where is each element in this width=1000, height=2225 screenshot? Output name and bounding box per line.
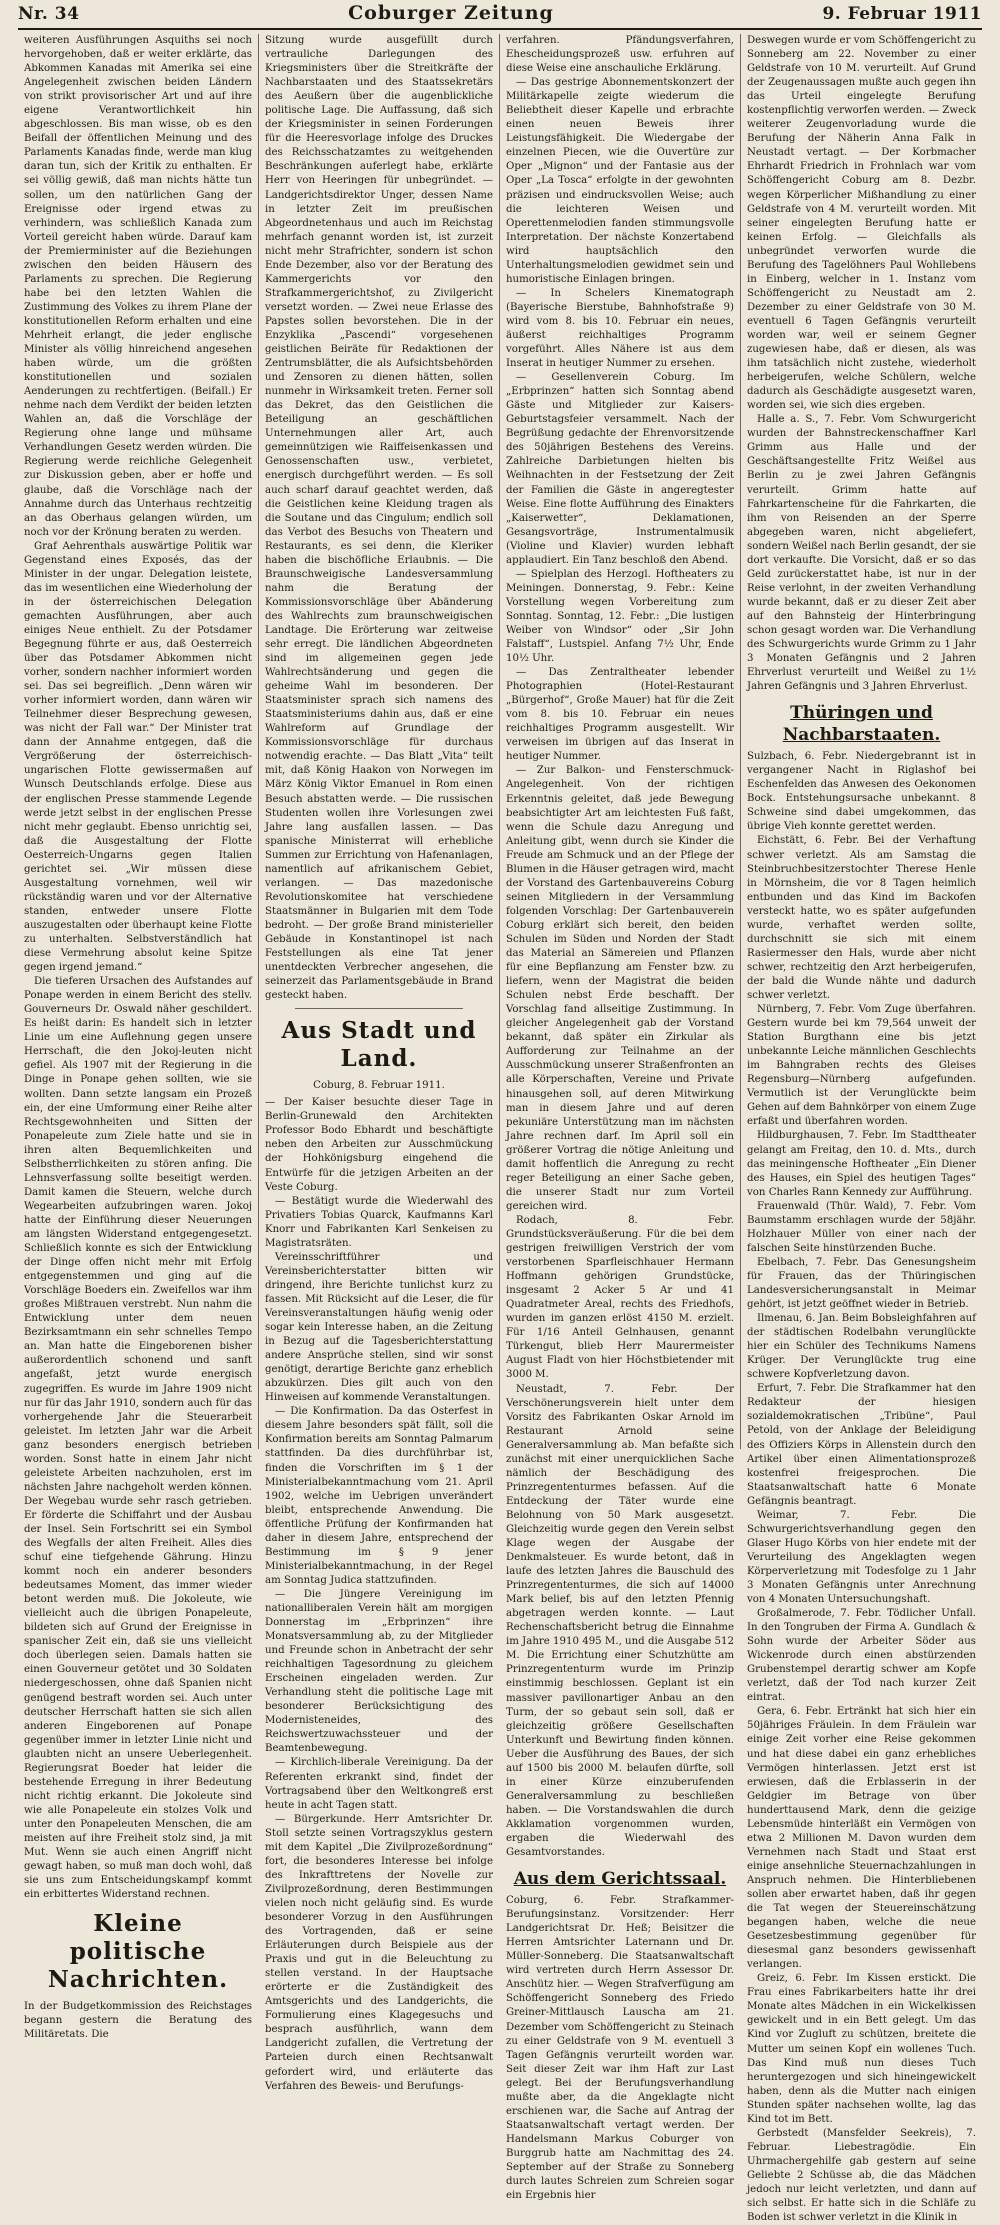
column-3 (500, 34, 741, 2202)
section-heading-thuringia: Thüringen und Nachbarstaaten. (782, 703, 941, 746)
article-greiz: Greiz, 6. Febr. Im Kissen erstickt. Die Frau eines Fabrikarbeiters hatte ihr drei Monate altes Mädchen in ein Wickelkissen gewickelt und in ein Bett gelegt. Um das Kind vor Zugluft zu schützen, breitete die Mutter um seinen Kopf ein wollenes Tuch. Das Kind muß nun dieses Tuch heruntergezogen und sich hineingewickelt haben, denn als die Mutter nach einigen Stunden später nachsehen wollte, lag das Kind tot im Bett. (747, 1973, 976, 2125)
dateline: Coburg, 8. Februar 1911. (313, 1080, 445, 1092)
column-4 (741, 34, 982, 2224)
article-balcony-flowers: — Zur Balkon- und Fensterschmuck-Angelegenheit. Von der richtigen Erkenntnis geleitet, daß jede Bewegung beabsichtigter Art am leichtesten Fuß faßt, wenn die Schule dazu Anregung und Anleitung gibt, wenn durch sie Kinder die Freude am Schmuck und an der Pflege der Blumen in die Häuser getragen wird, macht der Vorstand des Gartenbauvereins Coburg seinen Mitgliedern in der Versammlung folgenden Vorschlag: Der Gartenbauverein Coburg erklärt sich bereit, den beiden Schulen im Süden und Norden der Stadt das Material an Sämereien und Pflanzen für eine Bepflanzung am Fenster bzw. zu liefern, wenn der Magistrat die beiden Schulen nebst Erde beschafft. Der Vorschlag fand allseitige Zustimmung. In gleicher Angelegenheit gab der Vorstand bekannt, daß später ein Zirkular als Aufforderung zur Teilnahme an der Ausschmückung unserer Straßenfronten an alle Körperschaften, Vereine und Private hinausgehen soll, auf deren Mitwirkung man in diesem Jahre und auf deren pekuniäre Unterstützung man im nächsten Jahre rechnen darf. Im April soll ein größerer Vortrag die nötige Anleitung und damit hoffentlich die Anregung zu recht reger Beteiligung an einer Sache geben, die unserer Stadt nur zum Vorteil gereichen wird. (506, 765, 734, 1212)
section-heading-politics: Kleine politische Nachrichten. (47, 1910, 229, 1994)
article-young-association: — Die Jüngere Vereinigung im nationalliberalen Verein hält am morgigen Donnerstag im „Erbprinzen“ ihre Monatsversammlung ab, zu der Mitglieder und Freunde schon in Anbetracht der sehr reichhaltigen Tagesordnung zu gleichem Erscheinen eingeladen werden. Zur Verhandlung steht die politische Lage mit besonderer Berücksichtigung des Modernisteneides, des Reichswertzuwachssteuer und der Beamtenbewegung. (265, 1588, 493, 1755)
issue-date: 9. Februar 1911 (822, 4, 982, 24)
article-hildburghausen: Hildburghausen, 7. Febr. Im Stadttheater gelangt am Freitag, den 10. d. Mts., durch das meiningensche Hoftheater „Ein Diener des Hauses, ein Spiel des heutigen Tages“ von Charles Rann Kennedy zur Aufführung. (747, 1130, 976, 1198)
article-court-coburg: Coburg, 6. Febr. Strafkammer-Berufungsinstanz. Vorsitzender: Herr Landgerichtsrat Dr. Heß; Beisitzer die Herren Amtsrichter Laternann und Dr. Müller-Sonneberg. Die Staatsanwaltschaft wird vertreten durch Herrn Assessor Dr. Anschütz hier. — Wegen Strafverfügung am Schöffengericht Sonneberg des Friedo Greiner-Mittlausch Lauscha am 21. Dezember vom Schöffengericht zu Steinach zu einer Geldstrafe von 9 M. eventuell 3 Tagen Gefängnis verurteilt worden war. Seit dieser Zeit war ihm Haft zur Last gelegt. Bei der Berufungsverhandlung mußte aber, da die Angeklagte nicht erschienen war, die Sache auf Antrag der Staatsanwaltschaft vertagt werden. Der Handelsmann Markus Coburger von Burggrub hatte am Nachmittag des 24. September auf der Straße zu Sonneberg durch lautes Schreien zum Schreien sogar ein Ergebnis hier (506, 1895, 734, 2202)
article-eichstaett: Eichstätt, 6. Febr. Bei der Verhaftung schwer verletzt. Als am Samstag die Steinbruchbesitzerstochter Therese Henle in Mörnsheim, die vor 8 Tagen heimlich entbunden und das Kind im Backofen versteckt hatte, wo es später aufgefunden wurde, verhaftet werden sollte, durchschnitt sie sich mit einem Rasiermesser den Hals, wurde aber nicht schwer, rechtzeitig den Arzt herbeigerufen, der bald die Wunde nähte und dadurch schwer verletzt. (747, 835, 976, 1001)
article-asquith: weiteren Ausführungen Asquiths sei noch hervorgehoben, daß er weiter erklärte, das Abkommen Kanadas mit Amerika sei eine Angelegenheit zwischen beiden Ländern von strikt provisorischer Art und auf ihre eigene Verantwortlichkeit hin abgeschlossen. Bis man wisse, ob es den Beifall der öffentlichen Meinung und des Parlaments Kanadas finde, werde man klug daran tun, sich der Kritik zu enthalten. Er sei völlig gewiß, daß man nichts hätte tun sollen, um den natürlichen Gang der Ereignisse oder irgend etwas zu verhindern, was schließlich Kanada zum Vorteil gereicht haben würde. Darauf kam der Premierminister auf die Beziehungen zwischen den beiden Häusern des Parlaments zu sprechen. Die Regierung habe bei den letzten Wahlen die Zustimmung des Volkes zu ihrem Plane der konstitutionellen Reform erhalten und eine Mehrheit erlangt, die jeder englische Minister als völlig hinreichend angesehen haben würde, um die größten konstitutionellen und sozialen Aenderungen zu rechtfertigen. (Beifall.) Er nehme nach dem Verdikt der beiden letzten Wahlen an, daß die Vorschläge der Regierung ohne lange und mühsame Verhandlungen Gesetz werden würden. Die Regierung werde reichliche Gelegenheit zur Diskussion geben, aber er hoffe und glaube, daß die Vorschläge nach der Annahme durch das Unterhaus rechtzeitig an das Oberhaus gelangen würden, um noch vor der Krönung beraten zu werden. (24, 35, 252, 538)
article-ebelbach: Ebelbach, 7. Febr. Das Genesungsheim für Frauen, das der Thüringischen Landesversicherungsanstalt in Meimar gehört, ist jetzt geöffnet wieder in Betrieb. (747, 1256, 976, 1311)
article-civics-cont: verfahren. Pfändungsverfahren, Ehescheidungsprozeß usw. erfuhren auf diese Weise eine anschauliche Erklärung. (506, 35, 734, 75)
article-zentraltheater: — Das Zentraltheater lebender Photographien (Hotel-Restaurant „Bürgerhof“, Große Mauer) hat für die Zeit vom 8. bis 10. Februar ein neues reichhaltiges Programm ausgestellt. Wir verweisen im übrigen auf das Inserat in heutiger Nummer. (506, 667, 734, 763)
page-number: Nr. 34 (18, 4, 80, 24)
article-rodach: Rodach, 8. Febr. Grundstücksveräußerung. Für die bei dem gestrigen freiwilligen Verstrich der vom verstorbenen Sparfleischhauer Hermann Hoffmann gehörigen Grundstücke, insgesamt 2 Acker 5 Ar und 41 Quadratmeter Areal, rechts des Friedhofs, wurden im ganzen erlöst 4150 M. erzielt. Für 1/16 Anteil Gelnhausen, genannt Türkengut, blieb Herr Maurermeister August Fladt von hier Höchstbietender mit 3000 M. (506, 1214, 734, 1381)
newspaper-columns (18, 34, 982, 2224)
masthead (18, 2, 982, 30)
article-erfurt: Erfurt, 7. Febr. Die Strafkammer hat den Redakteur der hiesigen sozialdemokratischen „Tribüne“, Paul Petold, von der Anklage der Beleidigung des Offiziers Körps in Allenstein durch den Artikel über einen Alimentationsprozeß kostenfrei freigesprochen. Die Staatsanwaltschaft hatte 6 Monate Gefängnis beantragt. (747, 1383, 976, 1507)
article-ilmenau: Ilmenau, 6. Jan. Beim Bobsleighfahren auf der städtischen Rodelbahn verunglückte hier ein Schüler des Technikums Namens Krüger. Der Verunglückte trug eine schwere Kopfverletzung davon. (747, 1313, 976, 1381)
article-frauenwald: Frauenwald (Thür. Wald), 7. Febr. Vom Baumstamm erschlagen wurde der 58jähr. Holzhauer Müller von einer nach der falschen Seite hinstürzenden Buche. (747, 1200, 976, 1254)
newspaper-title: Coburger Zeitung (348, 2, 554, 24)
article-church-liberal: — Kirchlich-liberale Vereinigung. Da der Referenten erkrankt sind, findet der Vortragsabend über den Weltkongreß erst heute in acht Tagen statt. (265, 1757, 493, 1811)
article-confirmation: — Die Konfirmation. Da das Osterfest in diesem Jahre besonders spät fällt, soll die Konfirmation bereits am Sonntag Palmarum stattfinden. Da dies durchführbar ist, finden die Vorschriften im § 1 der Ministerialbekanntmachung vom 21. April 1902, welche im Uebrigen unverändert bleibt, entsprechende Anwendung. Die öffentliche Prüfung der Konfirmanden hat daher in diesem Jahre, entsprechend der Bestimmung im § 9 jener Ministerialbekanntmachung, in der Regel am Sonntag Judica stattzufinden. (265, 1406, 493, 1586)
article-civics: — Bürgerkunde. Herr Amtsrichter Dr. Stoll setzte seinen Vortragszyklus gestern mit dem Kapitel „Die Zivilprozeßordnung“ fort, die besonderes Interesse bei infolge des Inkrafttretens der Novelle zur Zivilprozeßordnung, deren Bestimmungen vielen noch nicht geläufig sind. Es wurde besonderer Vorzug in den Ausführungen des Vortragenden, daß er seine Erläuterungen durch Beispiele aus der Praxis und gut in die Beleuchtung zu stellen verstand. In der Hauptsache erörterte er die Zuständigkeit des Amtsgerichts und des Landgerichts, die Formulierung eines Klagegesuchs und besprach ausführlich, wann dem Landgericht zufallen, die Vertretung der Parteien durch einen Rechtsanwalt gefordert wird, und erläuterte das Verfahren des Beweis- und Berufungs- (265, 1813, 493, 2092)
divider (295, 1008, 463, 1009)
article-gesellenverein: — Gesellenverein Coburg. Im „Erbprinzen“ hatten sich Sonntag abend Gäste und Mitglieder zur Kaisers-Geburtstagsfeier versammelt. Nach der Begrüßung gedachte der Ehrenvorsitzende des 50jährigen Bestehens des Vereins. Zahlreiche Darbietungen hielten bis Weihnachten in der Festsetzung der Zeit der Familien die Gäste in angeregtester Weise. Eine flotte Aufführung des Einakters „Kaiserwetter“, Deklamationen, Gesangsvorträge, Instrumentalmusik (Violine und Klavier) wurden lebhaft applaudiert. Ein Tanz beschloß den Abend. (506, 372, 734, 566)
article-cinema: — In Schelers Kinematograph (Bayerische Bierstube, Bahnhofstraße 9) wird vom 8. bis 10. Februar ein neues, äußerst reichhaltiges Programm vorgeführt. Alles Nähere ist aus dem Inserat in heutiger Nummer zu ersehen. (506, 287, 734, 370)
section-heading-local: Aus Stadt und Land. (281, 1017, 477, 1073)
article-kaiser: — Der Kaiser besuchte dieser Tage in Berlin-Grunewald den Architekten Professor Bodo Ebhardt und beschäftigte neben den Arbeiten zur Ausschmückung der Hohkönigsburg eingehend die Entwürfe für die jetzigen Arbeiten an der Veste Coburg. (265, 1097, 493, 1193)
section-heading-court: Aus dem Gerichtssaal. (513, 1869, 727, 1890)
article-ponape: Die tieferen Ursachen des Aufstandes auf Ponape werden in einem Bericht des stellv. Gouverneurs Dr. Oswald näher geschildert. Es heißt darin: Es handelt sich in letzter Linie um eine Auflehnung gegen unsere Herrschaft, die den Jokoj-leuten nicht gefiel. Als 1907 mit der Regierung in die Dinge in Ponape gehen sollten, wie sie wollten. Dann setzte langsam ein Prozeß ein, der eine Umformung einer Reihe alter Rechtsgewohnheiten und Sitten der Ponapeleute zum Ziele hatte und sie in ihren alten Bequemlichkeiten und Selbstherrlichkeiten zu stören anfing. Die Lehnsverfassung sollte beseitigt werden. Damit kamen die Steuern, welche durch Wegearbeiten aufzubringen waren. Jokoj hatte der Einführung dieser Neuerungen am längsten Widerstand entgegengesetzt. Schließlich konnte es sich der Entwicklung der Dinge offen nicht mehr mit Erfolg entgegenstemmen und ging auf die Vorschläge Boeders ein. Zweifellos war ihm großes Mißtrauen verstrebt. Nun nahm die Entwicklung unter dem neuen Bezirksamtmann ein sehr schnelles Tempo an. Man hatte die Eingeborenen bisher außerordentlich schonend und sanft angefaßt, jetzt wurde energisch zugegriffen. Es wurde im Jahre 1909 nicht nur für das Jahr 1910, sondern auch für das vorhergehende Jahr die Steuerarbeit geleistet. Im letzten Jahr war die Arbeit ganz besonders energisch betrieben worden. Sonst hatte in einem Jahr nicht geleistete Arbeiten nachzuholen, erst im nächsten Jahre nachgeholt werden können. Der Wegebau wurde sehr rasch getrieben. Er förderte die Schiffahrt und der Ausbau der Insel. Sein Fortschritt sei ein Symbol des Wegfalls der alten Freiheit. Alles dies schuf eine tiefgehende Gährung. Hinzu kommt noch ein anderer besonders bedeutsames Moment, das immer wieder betont werden muß. Die Jokoleute, wie vielleicht auch die übrigen Ponapeleute, bildeten sich auf Grund der Ereignisse in spanischer Zeit ein, daß sie uns vielleicht doch überlegen seien. Damals hatten sie einen Gouverneur getötet und 30 Soldaten niedergeschossen, ohne daß Spanien nicht genügend bestraft worden sei. Auch unter deutscher Herrschaft hatten sie sich allen anderen Eingeborenen auf Ponape gegenüber immer in letzter Linie nicht und glaubten nicht an unsere Ueberlegenheit. Regierungsrat Boeder hat leider die bestehende Erregung in ihrer Bedeutung nicht richtig erkannt. Die Jokoleute sind wie alle Ponapeleute ein stolzes Volk und unter den Ponapeleuten Menschen, die am meisten auf ihre Freiheit stolz sind, ja mit Mut. Wenn sie auch einen Angriff nicht gewagt haben, so muß man doch wohl, daß sie uns zum Entscheidungskampf kommt ein erbittertes Widerstand rechnen. (24, 976, 252, 1901)
article-aehrenthal: Graf Aehrenthals auswärtige Politik war Gegenstand eines Exposés, das der Minister in der ungar. Delegation leistete, das im wesentlichen eine Wiederholung der in der österreichischen Delegation gemachten Ausführungen, aber auch einiges Neue enthielt. Zu der Potsdamer Begegnung führte er aus, daß Oesterreich über das Potsdamer Abkommen nicht vorher, sondern nachher informiert worden sei. Das sei begreiflich. „Denn wären wir vorher informiert worden, dann wären wir Teilnehmer dieser Besprechung gewesen, was nicht der Fall war.“ Der Minister trat dann der Annahme entgegen, daß die Vergrößerung der österreichisch-ungarischen Flotte gewissermaßen auf Wunsch Deutschlands erfolge. Diese aus der englischen Presse stammende Legende werde jetzt selbst in der englischen Presse nicht mehr geglaubt. Ebenso unrichtig sei, daß die Ausgestaltung der Flotte Oesterreich-Ungarns gegen Italien gerichtet sei. „Wir müssen diese Ausgestaltung vornehmen, weil wir rückständig waren und vor der Alternative standen, entweder unsere Flotte auszugestalten oder überhaupt keine Flotte zu unterhalten. Selbstverständlich hat diese Vermehrung absolut keine Spitze gegen irgend jemand.“ (24, 540, 252, 974)
article-gera: Gera, 6. Febr. Ertränkt hat sich hier ein 50jähriges Fräulein. In dem Fräulein war einige Zeit vorher eine Reise gekommen und hat diese dabei ein ganz erhebliches Vermögen hinterlassen. Jetzt erst ist erwiesen, daß die Erblasserin in der Geldgier im Betrage von über hunderttausend Mark, denn die geizige Lebensmüde hinterläßt ein Vermögen von etwa 2 Millionen M. Davon wurden dem Vernehmen nach Stadt und Staat erst einige ansehnliche Steuernachzahlungen in Anspruch nehmen. Die Hinterbliebenen sollen aber erwartet haben, daß ihr gegen die Tat wegen der Steuereinschätzung begangen haben, welche die neue Gesetzesbestimmung gegenüber für diesesmal ganz besonders gewissenhaft verlangen. (747, 1706, 976, 1971)
article-gerbstedt: Gerbstedt (Mansfelder Seekreis), 7. Februar. Liebestragödie. Ein Uhrmachergehilfe gab gestern auf seine Geliebte 2 Schüsse ab, die das Mädchen jedoch nur leicht verletzten, und dann auf sich selbst. Er hatte sich in die Schläfe zu Boden ist schwer verletzt in die Klinik in (747, 2127, 976, 2224)
article-halle: Halle a. S., 7. Febr. Vom Schwurgericht wurden der Bahnstreckenschaffner Karl Grimm aus Halle und der Geschäftsangestellte Fritz Weißel aus Berlin zu je zwei Jahren Gefängnis verurteilt. Grimm hatte auf Fahrkartenscheine für die Fahrkarten, die ihm von Reisenden an der Sperre abgegeben waren, nicht abgeliefert, sondern Weißel nach Berlin gesandt, der sie dort verkaufte. Die Vorsicht, daß er so das Geld zurückerstattet habe, ist nur in der Reise verlohnt, in der zweiten Verhandlung wurde bekannt, daß er zu dieser Zeit aber auf den Bahnsteig der Hinterbringung schon gesagt worden war. Die Verhandlung des Schwurgerichts wurde Grimm zu 1 Jahr 3 Monaten Gefängnis und 2 Jahren Ehrverlust verurteilt und Weißel zu 1½ Jahren Gefängnis und 3 Jahren Ehrverlust. (747, 414, 976, 693)
article-nuernberg: Nürnberg, 7. Febr. Vom Zuge überfahren. Gestern wurde bei km 79,564 unweit der Station Burgthann eine bis jetzt unbekannte Leiche männlichen Geschlechts im Bahngraben rechts des Gleises Regensburg—Nürnberg aufgefunden. Vermutlich ist der Verunglückte beim Gehen auf dem Bahnkörper von einem Zuge erfaßt und überfahren worden. (747, 1004, 976, 1128)
column-1 (18, 34, 259, 2041)
column-2 (259, 34, 500, 2092)
article-weimar: Weimar, 7. Febr. Die Schwurgerichtsverhandlung gegen den Glaser Hugo Körbs von hier endete mit der Verurteilung des Angeklagten wegen Körperverletzung mit Todesfolge zu 1 Jahr 3 Monaten Gefängnis unter Anrechnung von 4 Monaten Untersuchungshaft. (747, 1509, 976, 1606)
article-magistrate: — Bestätigt wurde die Wiederwahl des Privatiers Tobias Quarck, Kaufmanns Karl Knorr und Fabrikanten Karl Senkeisen zu Magistratsräten. (265, 1195, 493, 1249)
article-grossalmerode: Großalmerode, 7. Febr. Tödlicher Unfall. In den Tongruben der Firma A. Gundlach & Sohn wurde der Arbeiter Söder aus Wickenrode durch einen abstürzenden Grubenstempel derartig schwer am Kopfe verletzt, daß der Tod nach kurzer Zeit eintrat. (747, 1608, 976, 1704)
article-concert: — Das gestrige Abonnementskonzert der Militärkapelle zeigte wiederum die Beliebtheit dieser Kapelle und erbrachte einen neuen Beweis ihrer Leistungsfähigkeit. Die Wiedergabe der einzelnen Piecen, wie die Ouvertüre zur Oper „Mignon“ und der Fantasie aus der Oper „La Tosca“ erfolgte in der gewohnten präzisen und eindrucksvollen Weise; auch die leichteren Weisen und Operettenmelodien fanden stimmungsvolle Interpretation. Der nächste Konzertabend wird hauptsächlich den Unterhaltungsmelodien gewidmet sein und humoristische Einlagen bringen. (506, 77, 734, 285)
article-theater-program: — Spielplan des Herzogl. Hoftheaters zu Meiningen. Donnerstag, 9. Febr.: Keine Vorstellung wegen Vorbereitung zum Sonntag. Sonntag, 12. Febr.: „Die lustigen Weiber von Windsor“ oder „Sir John Falstaff“, Lustspiel. Anfang 7½ Uhr, Ende 10½ Uhr. (506, 568, 734, 665)
article-neustadt: Neustadt, 7. Febr. Der Verschönerungsverein hielt unter dem Vorsitz des Fabrikanten Oskar Arnold im Restaurant Arnold seine Generalversammlung ab. Man befaßte sich zunächst mit einer unerquicklichen Sache nämlich der Beschädigung des Prinzregententurmes befassen. Auf die Entdeckung der Täter wurde eine Belohnung von 50 Mark ausgesetzt. Gleichzeitig wurde gegen den Verein selbst Klage wegen der Ausgabe der Denkmalsteuer. Es wurde betont, daß in laufe des letzten Jahres die Bauschuld des Prinzregententurmes, die sich auf 14000 Mark belief, bis auf den letzten Pfennig abgetragen werden konnte. — Laut Rechenschaftsbericht betrug die Einnahme im Jahre 1910 495 M., und die Ausgabe 512 M. Die Errichtung einer Schutzhütte am Prinzregententurm wurde im Prinzip einstimmig beschlossen. Geplant ist ein massiver pavillonartiger Anbau an den Turm, der so gebaut sein soll, daß er gleichzeitig größere Gesellschaften Unterkunft und Bewirtung finden können. Ueber die Ausführung des Baues, der sich auf 1500 bis 2000 M. belaufen dürfte, soll in einer Kürze einzuberufenden Generalversammlung zu beschließen haben. — Die Vorstandswahlen die durch Akklamation vorgenommen wurden, ergaben die Wiederwahl des Gesamtvorstandes. (506, 1383, 734, 1859)
notice-associations: Vereinsschriftführer und Vereinsberichterstatter bitten wir dringend, ihre Berichte tunlichst kurz zu fassen. Mit Rücksicht auf die Leser, die für Vereinsveranstaltungen häufig wenig oder sogar kein Interesse haben, an die Zeitung in Bezug auf die Tagesberichterstattung andere Ansprüche stellen, sind wir sonst genötigt, derartige Berichte ganz erheblich abzukürzen. Dies gilt auch von den Hinweisen auf kommende Veranstaltungen. (265, 1251, 493, 1404)
article-court-cont: Deswegen wurde er vom Schöffengericht zu Sonneberg am 22. November zu einer Geldstrafe von 10 M. verurteilt. Auf Grund der Zeugenaussagen mußte auch gegen ihn das Urteil eingelegte Berufung kostenpflichtig verworfen werden. — Zweck weiterer Zeugenvorladung wurde die Berufung der Näherin Anna Falk in Neustadt vertagt. — Der Korbmacher Ehrhardt Friedrich in Frohnlach war vom Schöffengericht Coburg am 8. Dezbr. wegen Körperlicher Mißhandlung zu einer Geldstrafe von 4 M. verurteilt worden. Mit seiner eingelegten Berufung hatte er keinen Erfolg. — Gleichfalls als unbegründet verworfen wurde die Berufung des Tagelöhners Paul Wohllebens in Einberg, welcher in 1. Instanz vom Schöffengericht zu Neustadt am 2. Dezember zu einer Geldstrafe von 30 M. eventuell 6 Tagen Gefängnis verurteilt worden war, weil er seinem Gegner zugewiesen habe, daß er diesen, als was ihm tatsächlich nicht zustehe, wiederholt herbeigerufen, welche Schülern, welche dadurch als Geschädigte ausgesetzt waren, worden sei, wie sich dies ergeben. (747, 35, 976, 412)
article-sulzbach: Sulzbach, 6. Febr. Niedergebrannt ist in vergangener Nacht in Riglashof bei Eschenfelden das Anwesen des Oekonomen Bock. Entstehungsursache unbekannt. 8 Schweine sind dabei umgekommen, das übrige Vieh konnte gerettet werden. (747, 751, 976, 833)
article-budget: In der Budgetkommission des Reichstages begann gestern die Beratung des Militäretats. Die (24, 2001, 252, 2041)
article-reichstag: Sitzung wurde ausgefüllt durch vertrauliche Darlegungen des Kriegsministers über die Streitkräfte der Nachbarstaaten und des Staatssekretärs des Aeußern über die augenblickliche politische Lage. Die Auffassung, daß sich der Kriegsminister in seinen Forderungen für die Heeresvorlage infolge des Druckes des Reichsschatzamtes zu weitgehenden Beschränkungen auferlegt habe, erklärte Herr von Heeringen für unbegründet. — Landgerichtsdirektor Unger, dessen Name in letzter Zeit im preußischen Abgeordnetenhaus und auch im Reichstag mehrfach genannt worden ist, ist zurzeit nicht mehr Strafrichter, sondern ist schon Ende Dezember, also vor der Beratung des Kammergerichts vor den Strafkammergerichtshof, zu Zivilgericht versetzt worden. — Zwei neue Erlasse des Papstes sollen bevorstehen. Die in der Enzyklika „Pascendi“ vorgesehenen geistlichen Beiräte für Redaktionen der Zentrumsblätter, die als Aufsichtsbehörden und Zensoren zu dienen hätten, sollen nunmehr in Wirksamkeit treten. Ferner soll das Dekret, das den Geistlichen die Beteiligung an geschäftlichen Unternehmungen aller Art, auch gemeinnützigen wie Raiffeisenkassen und Genossenschaften usw., verbietet, energisch durchgeführt werden. — Es soll auch scharf darauf geachtet werden, daß die Geistlichen keine Kleidung tragen als die Soutane und das Cingulum; endlich soll das Verbot des Besuchs von Theatern und Restaurants, es sei denn, die Kleriker haben die bischöfliche Erlaubnis. — Die Braunschweigische Landesversammlung nahm die Beratung der Kommissionsvorschläge über Abänderung des Wahlrechts zum braunschweigischen Landtage. Die Erörterung war zeitweise sehr erregt. Die ländlichen Abgeordneten sind im allgemeinen gegen jede Wahlrechtsänderung und gegen die geheime Wahl im besonderen. Der Staatsminister sprach sich namens des Staatsministeriums dahin aus, daß er eine Wahlreform auf Grundlage der Kommissionsvorschläge für durchaus notwendig erachte. — Das Blatt „Vita“ teilt mit, daß König Haakon von Norwegen im März König Viktor Emanuel in Rom einen Besuch abstatten werde. — Die russischen Studenten wollen ihre Vorlesungen zwei Jahre lang ausfallen lassen. — Das spanische Ministerrat will erhebliche Summen zur Errichtung von Hafenanlagen, namentlich auf afrikanischem Gebiet, verlangen. — Das mazedonische Revolutionskomitee hat verschiedene Staatsmänner in Bulgarien mit dem Tode bedroht. — Der große Brand ministerieller Gebäude in Konstantinopel ist nach Feststellungen als eine Tat jener unentdeckten Verbrecher angesehen, die seinerzeit das Parlamentsgebäude in Brand gesteckt haben. (265, 35, 493, 1002)
